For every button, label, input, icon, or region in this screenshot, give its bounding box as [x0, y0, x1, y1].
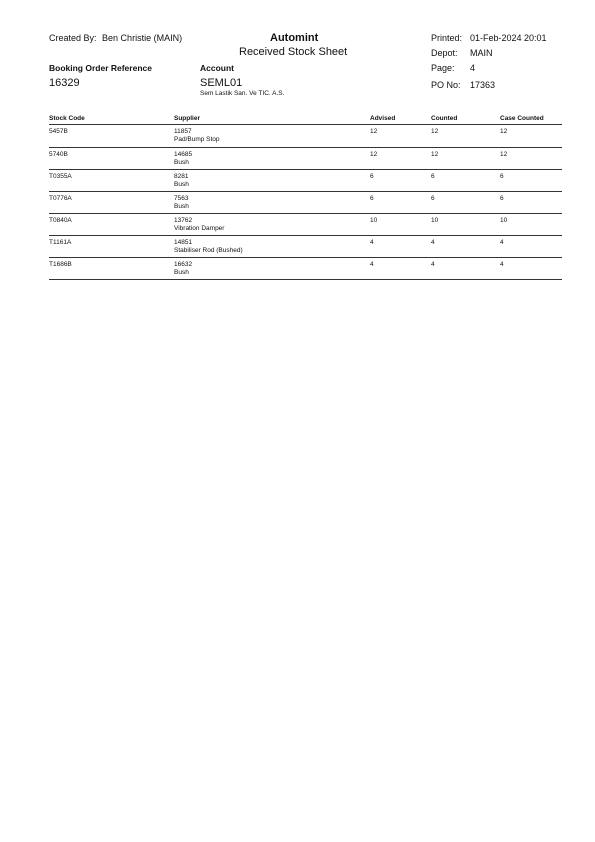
cell-stock-code: T0776A [49, 195, 72, 202]
printed-label: Printed: [431, 33, 463, 43]
account-code: SEML01 [200, 77, 243, 89]
cell-description: Vibration Damper [174, 225, 225, 232]
cell-stock-code: T1686B [49, 261, 72, 268]
cell-counted: 12 [431, 128, 439, 135]
cell-supplier-no: 14851 [174, 239, 193, 246]
cell-advised: 6 [370, 173, 374, 180]
row-divider [49, 147, 562, 148]
cell-stock-code: 5740B [49, 151, 68, 158]
account-label: Account [200, 63, 234, 73]
cell-case-counted: 10 [500, 217, 508, 224]
printed-value: 01-Feb-2024 20:01 [470, 33, 547, 43]
cell-case-counted: 4 [500, 239, 504, 246]
cell-case-counted: 4 [500, 261, 504, 268]
cell-advised: 4 [370, 239, 374, 246]
created-by-label: Created By: [49, 33, 97, 43]
cell-counted: 4 [431, 239, 435, 246]
po-value: 17363 [470, 80, 496, 90]
cell-case-counted: 6 [500, 173, 504, 180]
company-name: Automint [270, 32, 319, 44]
row-divider [49, 235, 562, 236]
cell-description: Stabiliser Rod (Bushed) [174, 247, 243, 254]
created-by-value: Ben Christie (MAIN) [102, 33, 183, 43]
col-header-case-counted: Case Counted [500, 115, 544, 122]
cell-supplier-no: 14685 [174, 151, 193, 158]
depot-value: MAIN [470, 48, 493, 58]
cell-advised: 6 [370, 195, 374, 202]
cell-case-counted: 12 [500, 128, 508, 135]
cell-counted: 6 [431, 195, 435, 202]
cell-stock-code: T0840A [49, 217, 72, 224]
cell-stock-code: 5457B [49, 128, 68, 135]
cell-description: Pad/Bump Stop [174, 136, 220, 143]
cell-counted: 12 [431, 151, 439, 158]
col-header-advised: Advised [370, 115, 396, 122]
cell-description: Bush [174, 181, 189, 188]
cell-description: Bush [174, 159, 189, 166]
cell-advised: 4 [370, 261, 374, 268]
page-label: Page: [431, 63, 455, 73]
cell-advised: 10 [370, 217, 378, 224]
booking-ref-value: 16329 [49, 77, 80, 89]
cell-stock-code: T0355A [49, 173, 72, 180]
cell-counted: 10 [431, 217, 439, 224]
row-divider [49, 169, 562, 170]
depot-label: Depot: [431, 48, 458, 58]
cell-supplier-no: 7563 [174, 195, 189, 202]
cell-counted: 4 [431, 261, 435, 268]
cell-case-counted: 6 [500, 195, 504, 202]
cell-supplier-no: 13762 [174, 217, 193, 224]
header-divider [49, 124, 562, 125]
po-label: PO No: [431, 80, 461, 90]
col-header-counted: Counted [431, 115, 458, 122]
row-divider [49, 279, 562, 280]
row-divider [49, 191, 562, 192]
cell-description: Bush [174, 203, 189, 210]
cell-stock-code: T1161A [49, 239, 72, 246]
cell-advised: 12 [370, 128, 378, 135]
sheet-title: Received Stock Sheet [239, 46, 348, 58]
page-value: 4 [470, 63, 476, 73]
created-by [49, 33, 182, 43]
col-header-supplier: Supplier [174, 115, 201, 122]
col-header-stock-code: Stock Code [49, 115, 85, 122]
cell-case-counted: 12 [500, 151, 508, 158]
cell-counted: 6 [431, 173, 435, 180]
cell-advised: 12 [370, 151, 378, 158]
row-divider [49, 213, 562, 214]
cell-supplier-no: 11857 [174, 128, 192, 135]
cell-supplier-no: 8281 [174, 173, 189, 180]
row-divider [49, 257, 562, 258]
account-name: Sem Lastik San. Ve TIC. A.S. [200, 90, 285, 97]
cell-supplier-no: 16632 [174, 261, 193, 268]
booking-ref-label: Booking Order Reference [49, 63, 152, 73]
cell-description: Bush [174, 269, 189, 276]
